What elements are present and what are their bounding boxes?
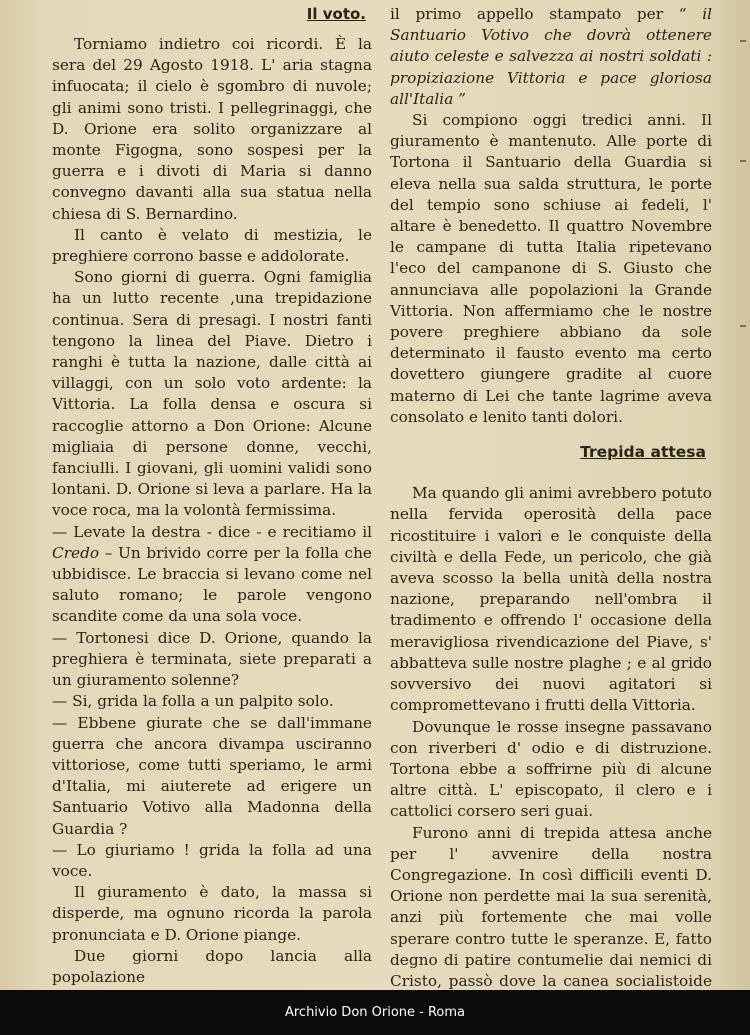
text-span: – Un brivido corre per la folla che ubbidisce. Le braccia si levano come nel saluto romano; le parole vengono scandite come da una sola voce. (52, 543, 372, 626)
paragraph (390, 4, 712, 110)
italic-text: Credo (52, 543, 100, 562)
margin-mark (740, 160, 746, 162)
paragraph: Furono anni di trepida attesa anche per l' avvenire della nostra Congregazione. In così difficili eventi D. Orione non perdette mai la sua serenità, anzi più fortemente che mai volle sperare contro tutte le speranze. E, fatto degno di patire contumelie dai nemici di Cristo, passò dove la canea socialistoide (390, 823, 712, 990)
right-column (390, 0, 712, 1035)
section-title-trepida-attesa: Trepida attesa (580, 443, 706, 462)
paragraph: Due giorni dopo lancia alla popolazione (52, 946, 372, 986)
paragraph: Torniamo indietro coi ricordi. È la sera del 29 Agosto 1918. L' aria stagna infuocata; il cielo è sgombro di nuvole; gli animi sono tristi. I pellegrinaggi, che D. Orione era solito organizzare al monte Figogna, sono sospesi per la guerra e i divoti di Maria si danno convegno davanti alla sua statua nella chiesa di S. Bernardino. (52, 35, 372, 223)
left-column (52, 0, 372, 988)
paragraph: Si compiono oggi tredici anni. Il giuramento è mantenuto. Alle porte di Tortona il Santuario della Guardia si eleva nella sua salda struttura, le porte del tempio sono schiuse ai fedeli, l' altare è benedetto. Il quattro Novembre le campane di tutta Italia ripetevano l'eco del campanone di S. Giusto che annunciava alle popolazioni la Grande Vittoria. Non affermiamo che le nostre povere preghiere abbiano da sole determinato il fausto evento ma certo dovettero giungere gradite al cuore materno di Lei che tante lagrime aveva consolato e lenito tanti dolori. (390, 111, 712, 426)
paragraph: Il giuramento è dato, la massa si disperde, ma ognuno ricorda la parola pronunciata e D. Orione piange. (52, 883, 372, 944)
italic-quote: “ il Santuario Votivo che dovrà ottenere aiuto celeste e salvezza ai nostri soldati : propiziazione Vittoria e pace gloriosa all'Italia ” (390, 5, 712, 108)
paragraph: Il canto è velato di mestizia, le preghiere corrono basse e addolorate. (52, 225, 372, 266)
paragraph: — Ebbene giurate che se dall'immane guerra che ancora divampa usciranno vittoriose, come tutti speriamo, le armi d'Italia, mi aiuterete ad erigere un Santuario Votivo alla Madonna della Guardia ? (52, 713, 372, 838)
archive-footer: Archivio Don Orione - Roma (0, 990, 750, 1035)
paragraph: Sono giorni di guerra. Ogni famiglia ha un lutto recente ,una trepidazione continua. Sera di presagi. I nostri fanti tengono la linea del Piave. Dietro i ranghi è tutta la nazione, dalle città ai villaggi, con un solo voto ardente: la Vittoria. La folla densa e oscura si raccoglie attorno a Don Orione: Alcune migliaia di persone donne, vecchi, fanciulli. I giovani, gli uomini validi sono lontani. D. Orione si leva a parlare. Ha la voce roca, ma la volontà fermissima. (52, 268, 372, 520)
margin-mark (740, 40, 746, 42)
paragraph: — Lo giuriamo ! grida la folla ad una voce. (52, 840, 372, 880)
paragraph: — Tortonesi dice D. Orione, quando la preghiera è terminata, siete preparati a un giuramento solenne? (52, 628, 372, 690)
section-title-il-voto: Il voto. (306, 5, 366, 23)
margin-mark (740, 325, 746, 327)
text-span: il primo appello stampato per (390, 5, 664, 23)
paragraph: Ma quando gli animi avrebbero potuto nella fervida operosità della pace ricostituire i valori e le conquiste della civiltà e della Fede, un pericolo, che già aveva scosso la bella unità della nostra nazione, preparando nell'ombra il tradimento e offrendo l' occasione della meravigliosa rivendicazione del Piave, s' abbatteva sulle nostre plaghe ; e al grido sovversivo dei nuovi agitatori si compromettevano i frutti della Vittoria. (390, 484, 712, 715)
paragraph: — Si, grida la folla a un palpito solo. (52, 692, 334, 711)
paragraph: Dovunque le rosse insegne passavano con riverberi d' odio e di distruzione. Tortona ebbe a soffrirne più di alcune altre città. L' episcopato, il clero e i cattolici corsero seri guai. (390, 717, 712, 821)
text-span: — Levate la destra - dice - e recitiamo il (52, 522, 372, 541)
paragraph (52, 522, 372, 628)
